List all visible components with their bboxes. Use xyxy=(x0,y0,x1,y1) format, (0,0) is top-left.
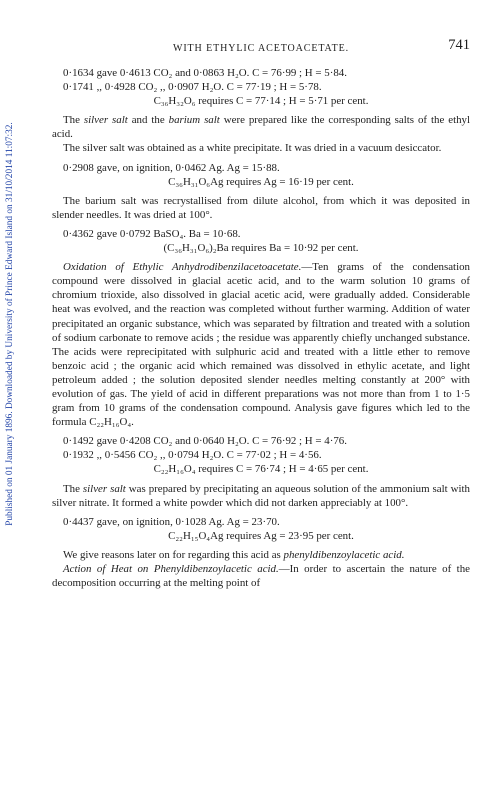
page-number: 741 xyxy=(448,37,470,53)
analysis-line: 0·4437 gave, on ignition, 0·1028 Ag. Ag = 23·70. xyxy=(63,515,280,528)
paragraph-salts: The silver salt and the barium salt were prepared like the corresponding salts of the ethyl acid. xyxy=(52,114,471,141)
running-head: WITH ETHYLIC ACETOACETATE. xyxy=(172,43,349,54)
paragraph-barium-salt: The barium salt was recrystallised from dilute alcohol, from which it was deposited in slender needles. It was dried at 100°. xyxy=(52,194,470,221)
formula-requirement: C₃₆H₃₂O₆ requires C = 77·14 ; H = 5·71 per cent. xyxy=(153,95,369,108)
analysis-line: 0·1741 ,, 0·4928 CO₂ ,, 0·0907 H₂O. C = 77·19 ; H = 5·78. xyxy=(63,81,322,94)
analysis-line: 0·1932 ,, 0·5456 CO₂ ,, 0·0794 H₂O. C = 77·02 ; H = 4·56. xyxy=(63,449,322,462)
formula-requirement: C₃₆H₃₁O₆Ag requires Ag = 16·19 per cent. xyxy=(168,175,354,188)
formula-requirement: C₂₂H₁₅O₄Ag requires Ag = 23·95 per cent. xyxy=(168,529,354,542)
analysis-line: 0·1492 gave 0·4208 CO₂ and 0·0640 H₂O. C = 76·92 ; H = 4·76. xyxy=(63,435,347,448)
journal-page xyxy=(52,38,470,590)
paragraph-silver-salt: The silver salt was obtained as a white precipitate. It was dried in a vacuum desiccator. xyxy=(63,142,442,155)
page-header xyxy=(52,38,470,54)
paragraph-oxidation: Oxidation of Ethylic Anhydrodibenzilacetoacetate.—Ten grams of the condensation compound were dissolved in glacial acetic acid, and to the warm solution 10 grams of chromium trioxide, also dissolved in glacial acetic acid, were gradually added. Considerable heat was evolved, and the reaction was completed without further warming. Addition of water precipitated an organic substance, which was separated by filtration and treated with a solution of sodium carbonate to remove acids ; the residue was apparently chiefly unchanged substance. The acids were reprecipitated with sulphuric acid and treated with a little ether to remove benzoic acid ; the organic acid which remained was dissolved in ethylic acetate, and light petroleum added ; the solution deposited slender needles melting constantly at 200° with evolution of gas. The yield of acid in different preparations was not more than from 1 to 1·5 gram from 10 grams of the condensation compound. Analysis gave figures which led to the formula C₂₂H₁₆O₄. xyxy=(52,261,470,429)
paragraph-silver-salt-2: The silver salt was prepared by precipitating an aqueous solution of the ammonium salt with silver nitrate. It formed a white powder which did not darken appreciably at 100°. xyxy=(52,482,470,509)
paragraph-heat: Action of Heat on Phenyldibenzoylacetic acid.—In order to ascertain the nature of the decomposition occurring at the melting point of xyxy=(52,563,470,590)
section-heading: Oxidation of Ethylic Anhydrodibenzilacetoacetate. xyxy=(63,261,302,274)
italic-term: silver salt xyxy=(83,114,128,127)
formula-requirement: C₂₂H₁₆O₄ requires C = 76·74 ; H = 4·65 per cent. xyxy=(153,463,369,476)
analysis-line: 0·2908 gave, on ignition, 0·0462 Ag. Ag = 15·88. xyxy=(63,161,280,174)
italic-term: barium salt xyxy=(168,114,220,127)
analysis-line: 0·1634 gave 0·4613 CO₂ and 0·0863 H₂O. C = 76·99 ; H = 5·84. xyxy=(63,67,347,79)
italic-term: phenyldibenzoylacetic acid. xyxy=(283,548,405,561)
analysis-line: 0·4362 gave 0·0792 BaSO₄. Ba = 10·68. xyxy=(63,227,241,240)
italic-term: silver salt xyxy=(82,482,126,495)
formula-requirement: (C₃₆H₃₁O₆)₂Ba requires Ba = 10·92 per cent. xyxy=(163,242,359,255)
paragraph-reasons: We give reasons later on for regarding this acid as phenyldibenzoylacetic acid. xyxy=(63,548,405,561)
section-heading: Action of Heat on Phenyldibenzoylacetic acid. xyxy=(63,563,279,575)
publication-notice-text: Published on 01 January 1896. Downloaded by University of Prince Edward Island on 31/10/2014 11:07:32. xyxy=(5,122,16,526)
publication-notice-sidebar xyxy=(3,28,17,620)
